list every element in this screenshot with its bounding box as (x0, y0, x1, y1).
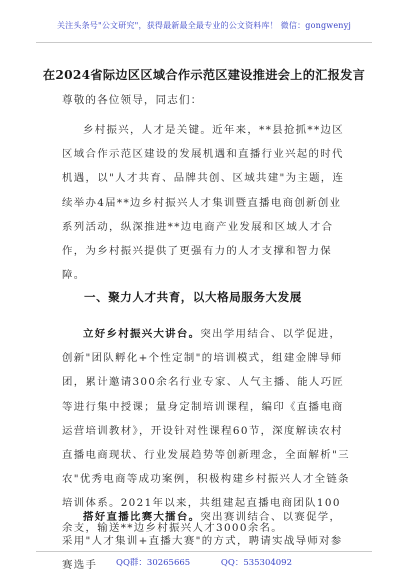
paragraph-lead: 立好乡村振兴大讲台。 (83, 328, 201, 340)
footer (0, 556, 408, 568)
intro-paragraph (62, 118, 350, 287)
intro-text: 乡村振兴，人才是关键。近年来，**县抢抓**边区区域合作示范区建设的发展机遇和直播行业兴起的时代机遇，以"人才共育、品牌共创、区域共建"为主题，连续举办4届**边乡村振兴人才集训暨直播电商创新创业系列活动，纵深推进**边电商产业发展和区域人才合作，为乡村振兴提供了更强有力的人才支撑和智力保障。 (62, 124, 345, 282)
section-heading: 一、聚力人才共育，以大格局服务大发展 (84, 290, 302, 304)
footer-divider (36, 551, 372, 552)
header-divider (36, 42, 372, 43)
footer-qq-group: QQ群：30265665 (115, 558, 191, 568)
paragraph-text: 突出学用结合、以学促进，创新"团队孵化+个性定制"的培训模式，组建金牌导师团，累计邀请300余名行业专家、人气主播、能人巧匠等进行集中授课；量身定制培训课程，编印《直播电商运营培训教材》，开设针对性课程60节，深度解读农村直播电商现状、行业发展趋势等创新理念，全面解析"三农"优秀电商等成功案例，积极构建乡村振兴人才全链条培训体系。2021年以来，共组建起直播电商团队100余支，输送**边乡村振兴人才3000余名。 (62, 328, 350, 534)
paragraph-lead: 搭好直播比赛大擂台。 (83, 511, 201, 523)
paragraph-text: 突出赛训结合、以赛促学，采用"人才集训+直播大赛"的方式，聘请实战导师对参赛选手 (62, 511, 343, 572)
header-banner: 关注头条号"公文研究"，获得最新最全最专业的公文资料库！ 微信：gongwenyj (56, 21, 352, 30)
document-title: 在2024省际边区区域合作示范区建设推进会上的汇报发言 (42, 68, 366, 82)
footer-qq: QQ：535304092 (220, 558, 292, 568)
greeting: 尊敬的各位领导，同志们： (62, 94, 203, 106)
